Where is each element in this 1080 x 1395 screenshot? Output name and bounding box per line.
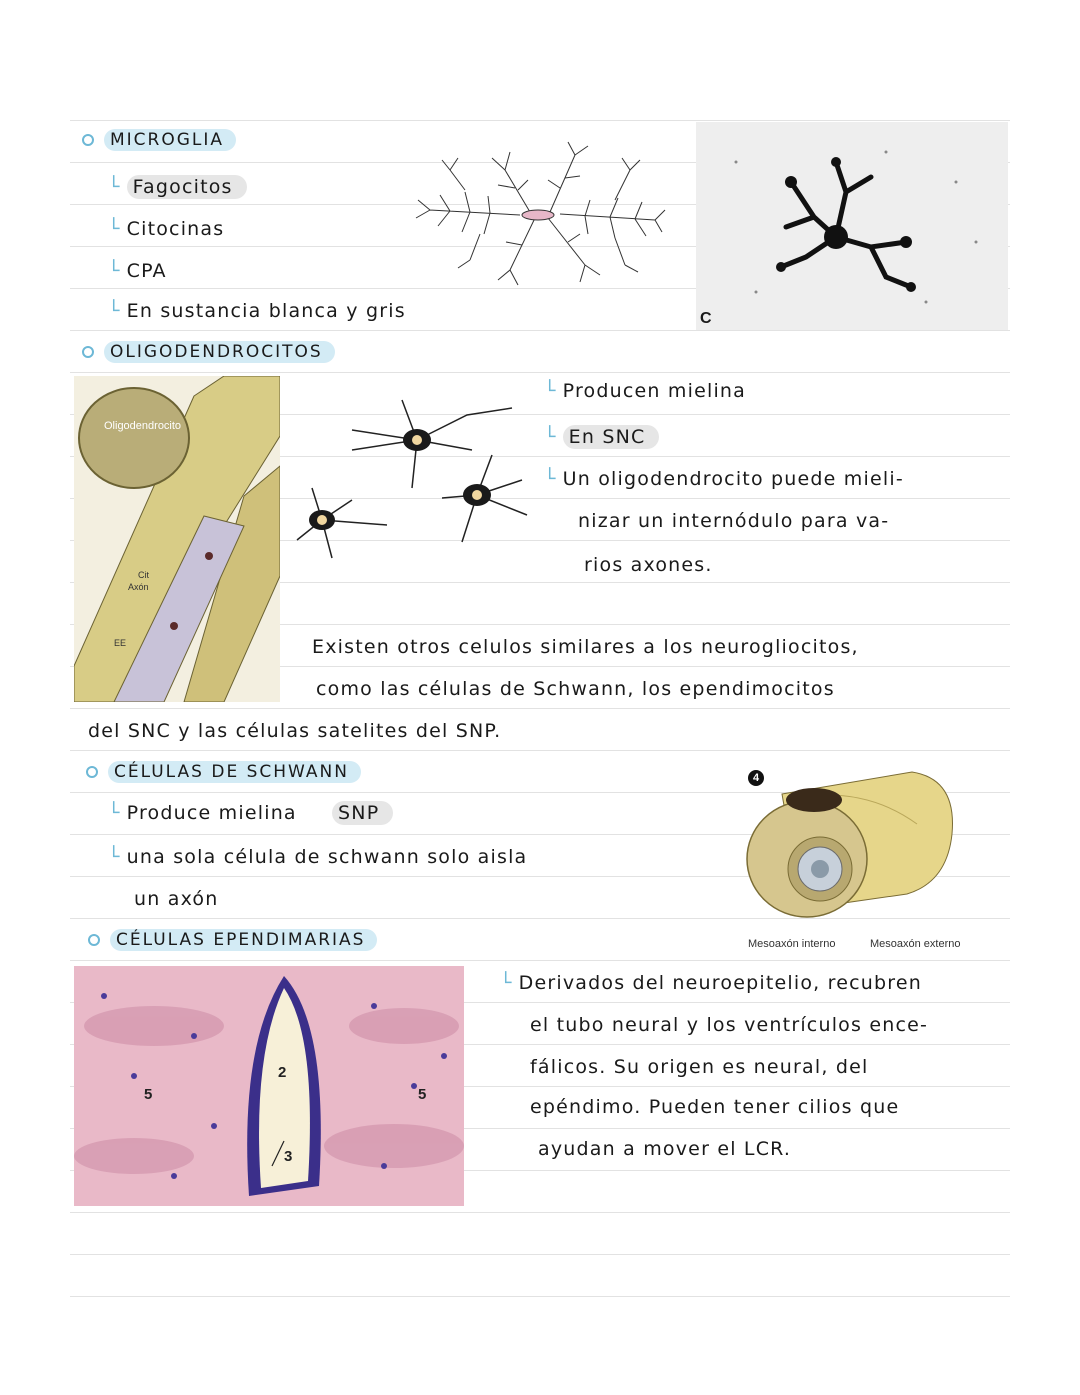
sub-bullet-icon: └ [544, 380, 557, 402]
label-2: 2 [278, 1064, 287, 1081]
oligodendrocyte-cells-drawing [292, 380, 532, 570]
ruled-line [70, 120, 1010, 121]
ependimarias-title: CÉLULAS EPENDIMARIAS [110, 929, 377, 951]
label-5-right: 5 [418, 1086, 427, 1103]
schwann-title: CÉLULAS DE SCHWANN [108, 761, 361, 783]
ependimarias-item: └ Derivados del neuroepitelio, recubren [500, 972, 923, 994]
sub-bullet-icon: └ [108, 176, 121, 198]
ependimarias-heading [88, 930, 377, 950]
figure-number-badge: 4 [748, 770, 764, 786]
cit-label: Cit [138, 570, 149, 580]
microglia-item: └ Citocinas [108, 218, 225, 240]
ruled-line [70, 1212, 1010, 1213]
microglia-item: └ En sustancia blanca y gris [108, 300, 406, 322]
schwann-item: └ Produce mielina SNP [108, 802, 393, 824]
sub-bullet-icon: └ [108, 260, 121, 282]
sub-bullet-icon: └ [500, 972, 513, 994]
oligo-item: └ Producen mielina [544, 380, 747, 402]
oligodendrocyte-myelin-figure [74, 376, 280, 702]
oligo-item: └ En SNC [544, 426, 659, 448]
ependimarias-line: ayudan a mover el LCR. [538, 1138, 792, 1160]
microglia-title: MICROGLIA [104, 129, 236, 151]
circle-bullet-icon [82, 134, 94, 146]
microglia-item: └ CPA [108, 260, 167, 282]
sub-bullet-icon: └ [544, 468, 557, 490]
schwann-myelin-figure [742, 764, 972, 954]
schwann-item: └ una sola célula de schwann solo aisla [108, 846, 528, 868]
ruled-line [70, 330, 1010, 331]
microglia-drawing [410, 130, 670, 290]
sub-bullet-icon: └ [108, 218, 121, 240]
schwann-heading [86, 762, 361, 782]
ependimarias-line: epéndimo. Pueden tener cilios que [530, 1096, 900, 1118]
ruled-line [70, 1254, 1010, 1255]
microglia-heading [82, 130, 236, 150]
ependimarias-line: fálicos. Su origen es neural, del [530, 1056, 869, 1078]
circle-bullet-icon [82, 346, 94, 358]
label-5-left: 5 [144, 1086, 153, 1103]
ruled-line [70, 708, 1010, 709]
schwann-myelin-drawing [742, 764, 972, 934]
microglia-cell-photo [696, 122, 1008, 330]
oligo-title: OLIGODENDROCITOS [104, 341, 335, 363]
sub-bullet-icon: └ [544, 426, 557, 448]
circle-bullet-icon [88, 934, 100, 946]
cell-body [522, 210, 554, 220]
label-3: 3 [284, 1148, 293, 1165]
paragraph-line: Existen otros celulos similares a los neurogliocitos, [312, 636, 859, 658]
ruled-line [70, 1296, 1010, 1297]
ruled-line [70, 750, 1010, 751]
ee-label: EE [114, 638, 127, 648]
sub-bullet-icon: └ [108, 300, 121, 322]
oligo-item-line: nizar un internódulo para va- [578, 510, 890, 532]
photo-label: C [700, 310, 712, 327]
snp-tag: SNP [332, 801, 393, 825]
ependimarias-line: el tubo neural y los ventrículos ence- [530, 1014, 929, 1036]
axon-label: Axón [128, 582, 149, 592]
schwann-item-line: un axón [134, 888, 219, 910]
ruled-line [70, 960, 1010, 961]
circle-bullet-icon [86, 766, 98, 778]
microglia-photo [696, 122, 1008, 330]
histology-drawing [74, 966, 464, 1206]
oligo-item-line: rios axones. [584, 554, 713, 576]
mesoaxon-external-caption: Mesoaxón externo [870, 938, 961, 950]
paragraph-line: como las células de Schwann, los ependimocitos [316, 678, 835, 700]
paragraph-line: del SNC y las células satelites del SNP. [88, 720, 502, 742]
oligo-heading [82, 342, 335, 362]
oligo-item: └ Un oligodendrocito puede mieli- [544, 468, 904, 490]
sub-bullet-icon: └ [108, 802, 121, 824]
microglia-item: └ Fagocitos [108, 176, 247, 198]
ruled-line [70, 372, 1010, 373]
ependymal-histology-photo [74, 966, 464, 1206]
mesoaxon-internal-caption: Mesoaxón interno [748, 938, 836, 950]
oligodendrocyte-label: Oligodendrocito [104, 420, 182, 432]
sub-bullet-icon: └ [108, 846, 121, 868]
